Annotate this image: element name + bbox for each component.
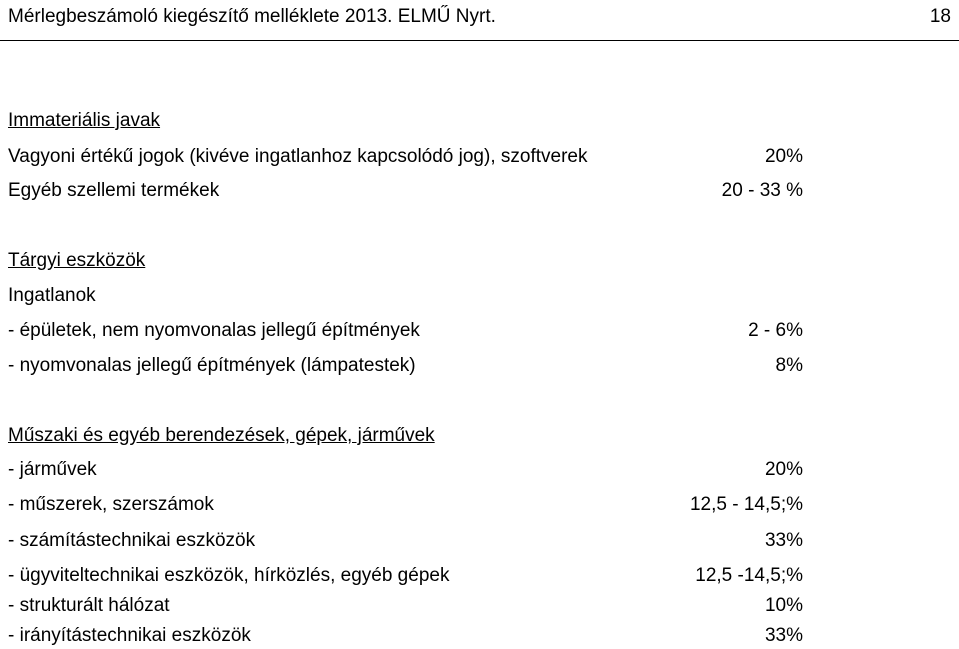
row-value: 10% [764, 595, 803, 616]
row-value: 20% [764, 459, 803, 480]
row-value: 2 - 6% [748, 320, 803, 341]
table-row [8, 625, 803, 649]
row-label: - irányítástechnikai eszközök [8, 625, 251, 646]
section-heading-intangible: Immateriális javak [8, 110, 161, 131]
row-label: - számítástechnikai eszközök [8, 530, 256, 551]
page-number: 18 [929, 6, 951, 27]
row-label: - járművek [8, 459, 97, 480]
table-row [8, 530, 803, 554]
row-label: Vagyoni értékű jogok (kivéve ingatlanhoz kapcsolódó jog), szoftverek [8, 146, 588, 167]
row-value: 20% [764, 146, 803, 167]
table-row [8, 146, 803, 170]
row-value: 8% [775, 355, 803, 376]
table-row [8, 595, 803, 619]
row-label: Egyéb szellemi termékek [8, 180, 220, 201]
subheading-real-estate: Ingatlanok [8, 285, 96, 306]
document-title: Mérlegbeszámoló kiegészítő melléklete 2013. ELMŰ Nyrt. [8, 6, 496, 27]
row-value: 33% [764, 530, 803, 551]
table-row [8, 565, 803, 589]
row-value: 20 - 33 % [721, 180, 803, 201]
section-heading-machinery: Műszaki és egyéb berendezések, gépek, járművek [8, 425, 435, 446]
row-label: - műszerek, szerszámok [8, 494, 214, 515]
row-label: - nyomvonalas jellegű építmények (lámpatestek) [8, 355, 416, 376]
table-row [8, 355, 803, 379]
row-label: - strukturált hálózat [8, 595, 170, 616]
row-value: 12,5 - 14,5;% [689, 494, 803, 515]
table-row [8, 320, 803, 344]
section-heading-tangible: Tárgyi eszközök [8, 250, 146, 271]
table-row [8, 180, 803, 204]
row-value: 12,5 -14,5;% [695, 565, 803, 586]
row-label: - épületek, nem nyomvonalas jellegű építmények [8, 320, 420, 341]
row-value: 33% [764, 625, 803, 646]
page-header [0, 0, 959, 41]
table-row [8, 494, 803, 518]
table-row [8, 459, 803, 483]
row-label: - ügyviteltechnikai eszközök, hírközlés, egyéb gépek [8, 565, 450, 586]
